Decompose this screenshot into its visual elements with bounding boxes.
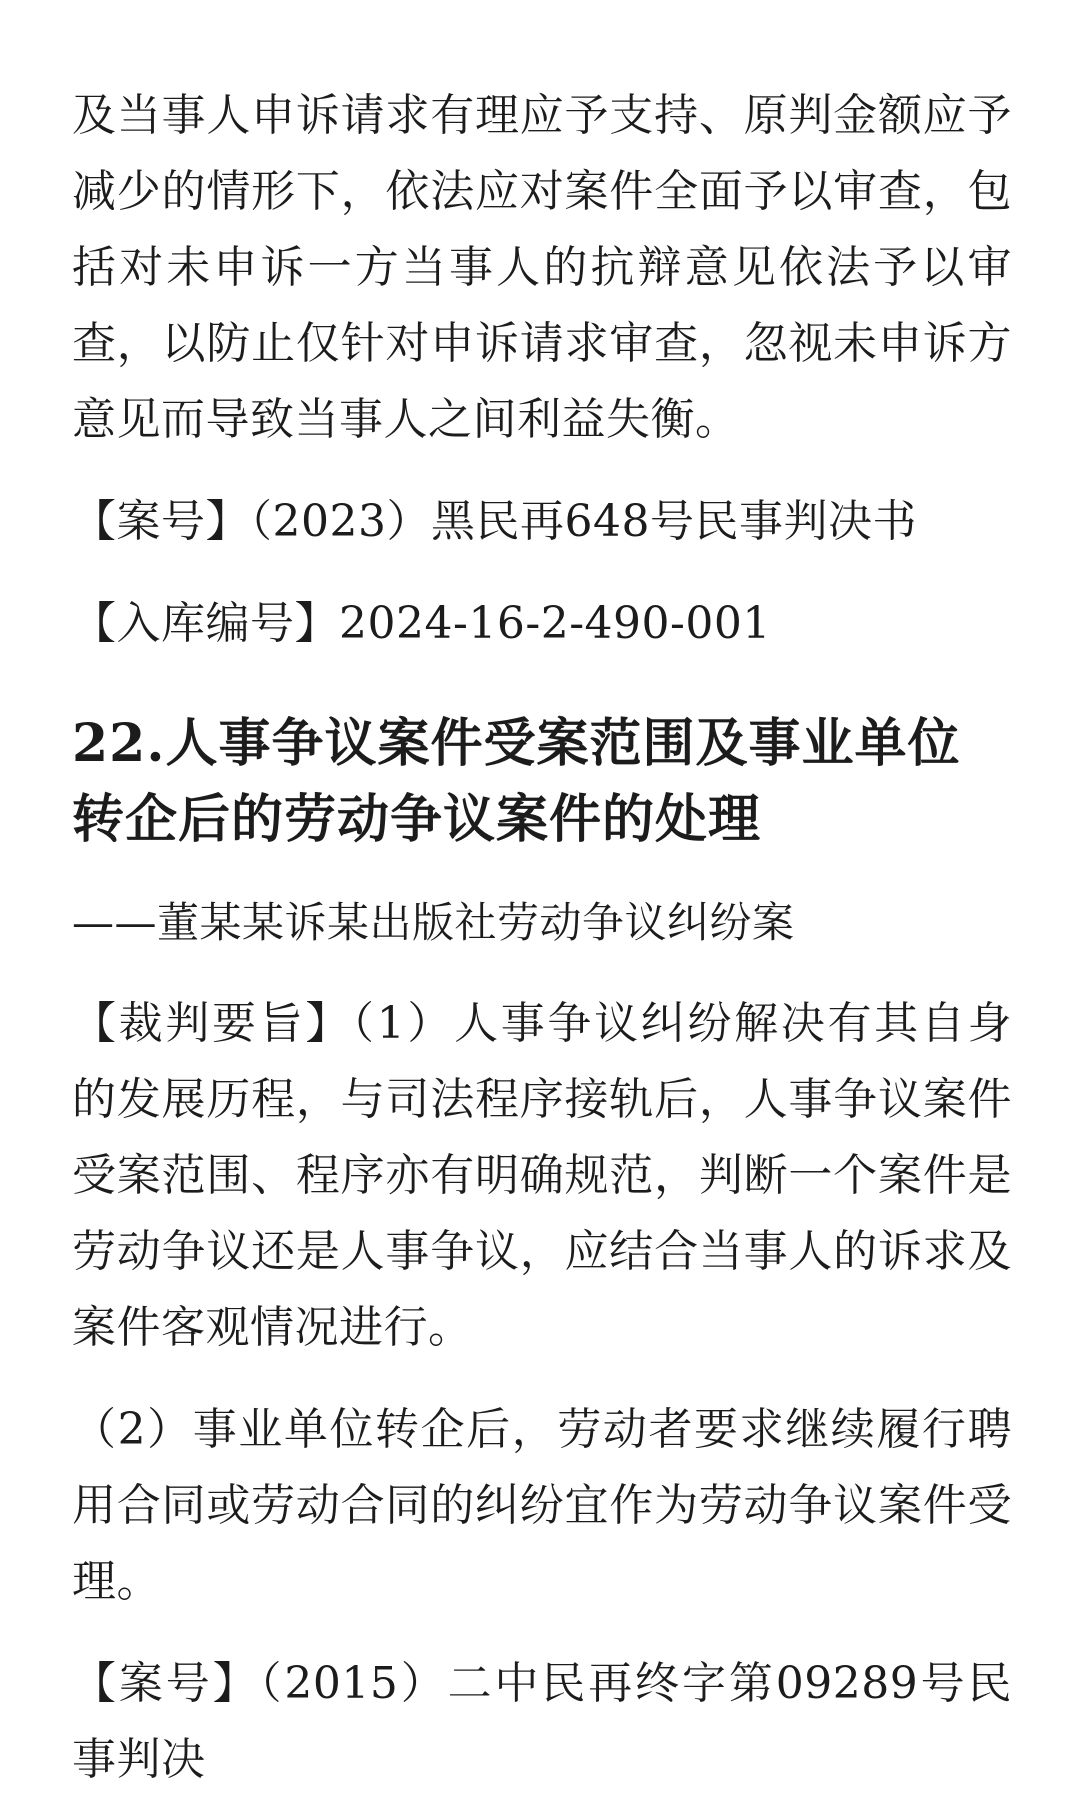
case-number: 【案号】（2023）黑民再648号民事判决书: [72, 496, 917, 547]
section-heading: 22.人事争议案件受案范围及事业单位转企后的劳动争议案件的处理: [72, 713, 961, 850]
body-paragraph: 及当事人申诉请求有理应予支持、原判金额应予减少的情形下，依法应对案件全面予以审查，包括对未申诉一方当事人的抗辩意见依法予以审查，以防止仅针对申诉请求审查，忽视未申诉方意见而导致当事人之间利益失衡。: [72, 90, 1012, 445]
section-subtitle: ——董某某诉某出版社劳动争议纠纷案: [72, 898, 795, 947]
case-number: 【案号】（2015）二中民再终字第09289号民事判决: [72, 1658, 1012, 1785]
adjudication-gist-2: （2）事业单位转企后，劳动者要求继续履行聘用合同或劳动合同的纠纷宜作为劳动争议案件受理。: [72, 1404, 1012, 1607]
archive-number: 【入库编号】2024-16-2-490-001: [72, 598, 771, 649]
adjudication-gist-1: 【裁判要旨】（1）人事争议纠纷解决有其自身的发展历程，与司法程序接轨后，人事争议案件受案范围、程序亦有明确规范，判断一个案件是劳动争议还是人事争议，应结合当事人的诉求及案件客观情况进行。: [72, 998, 1012, 1353]
